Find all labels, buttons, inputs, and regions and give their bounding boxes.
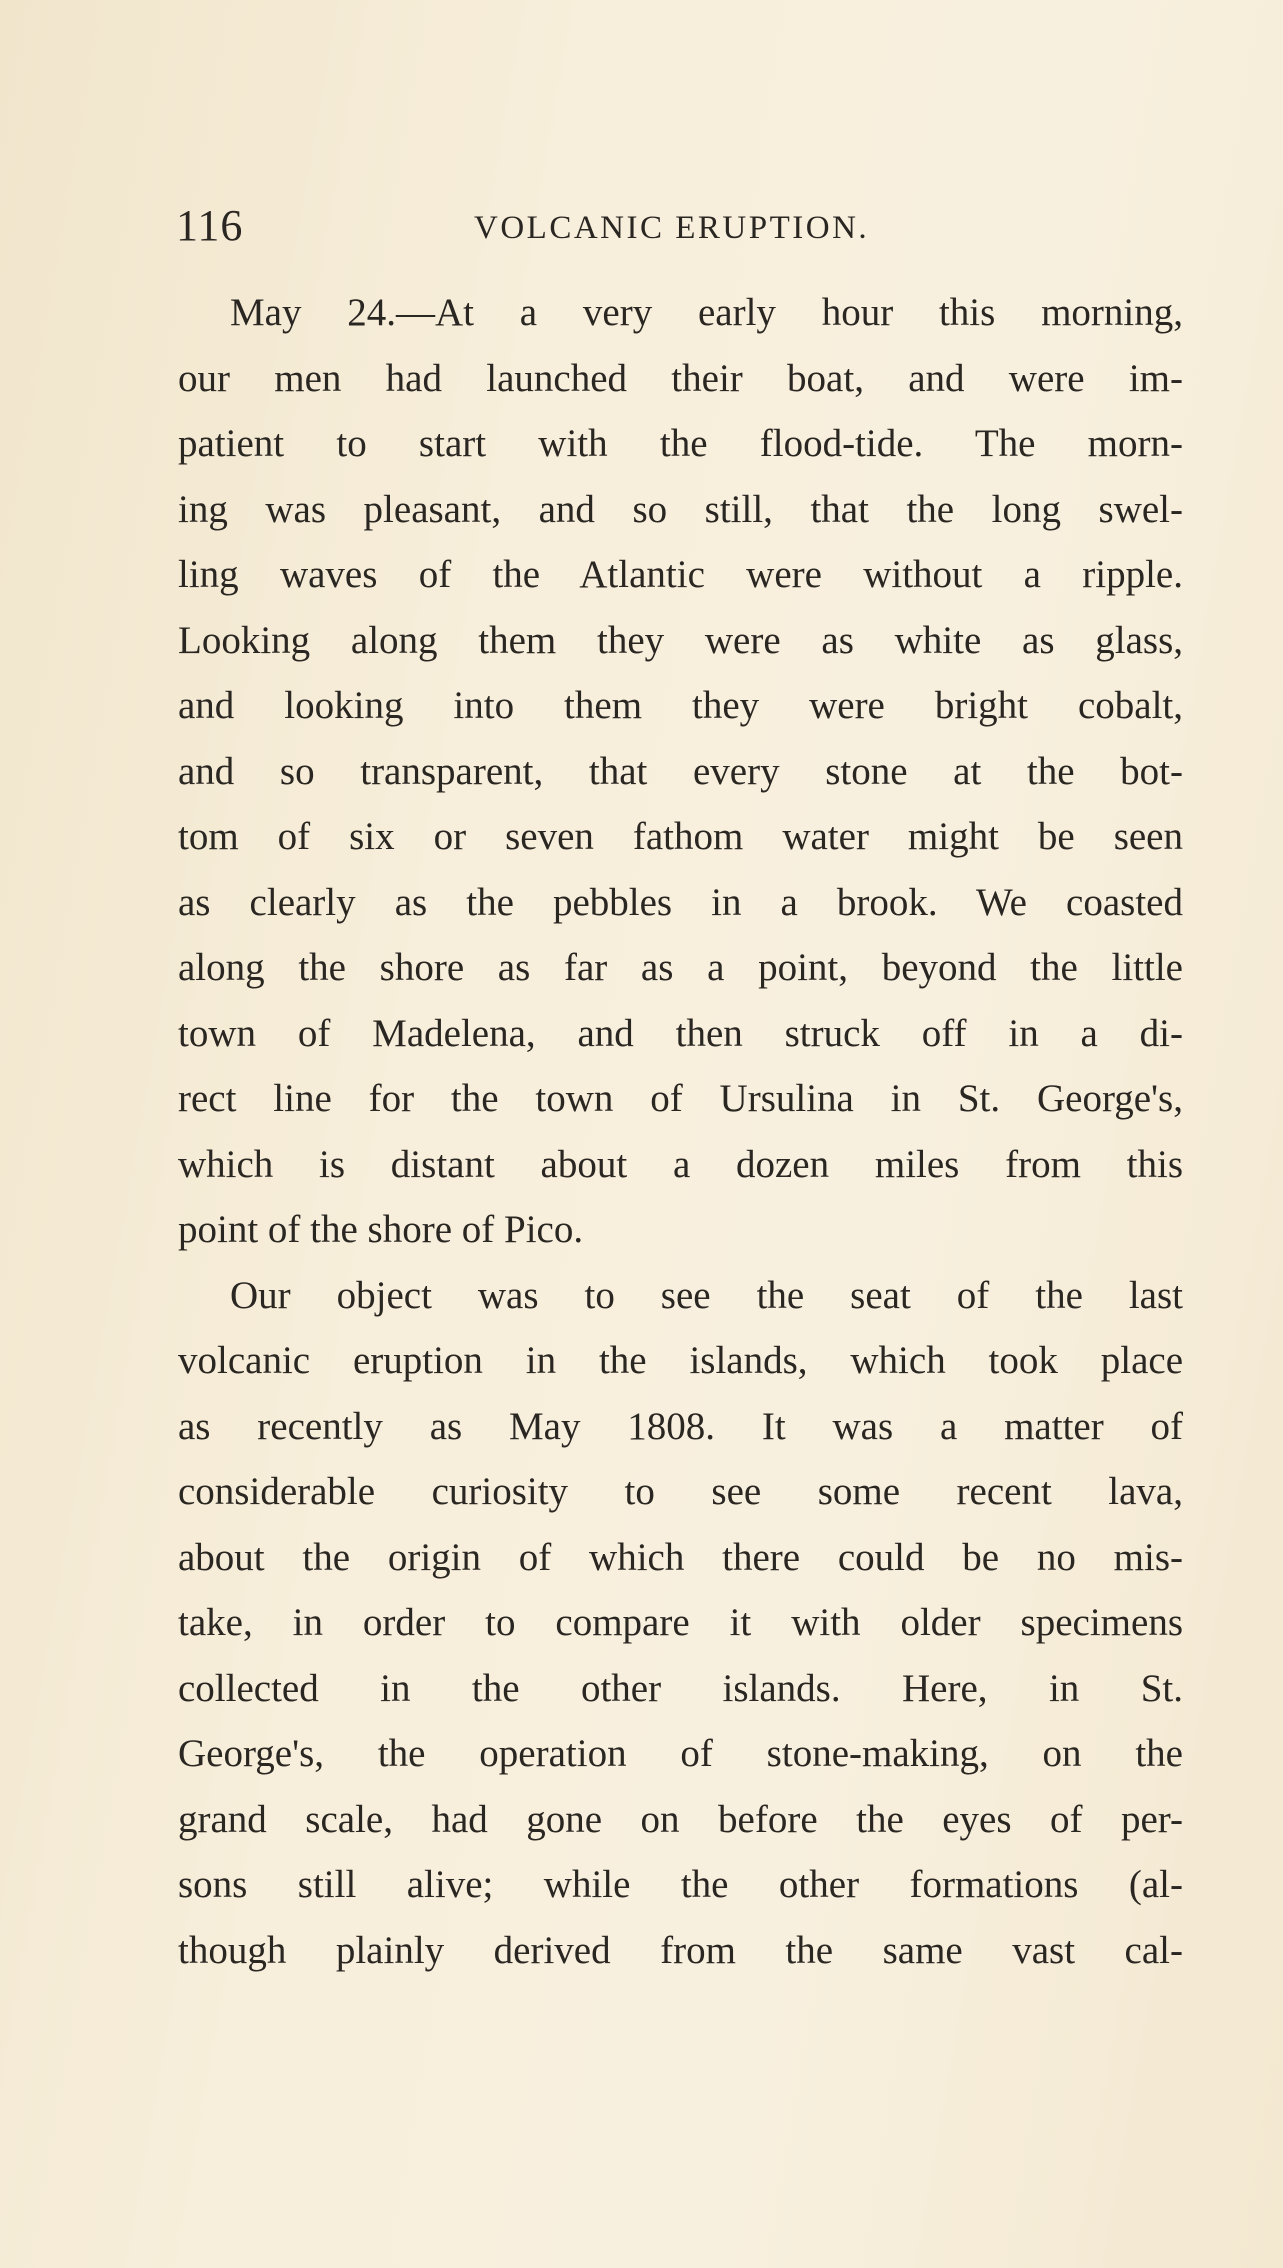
text-line: George's, the operation of stone-making, on the (178, 1732, 1183, 1775)
text-line: grand scale, had gone on before the eyes of per- (178, 1797, 1183, 1841)
text-line: rect line for the town of Ursulina in St. George's, (178, 1077, 1183, 1120)
text-line: as recently as May 1808. It was a matter of (178, 1404, 1183, 1448)
text-line: tom of six or seven fathom water might be seen (178, 815, 1183, 858)
text-line: which is distant about a dozen miles from this (178, 1142, 1183, 1186)
text-line: Looking along them they were as white as glass, (178, 618, 1183, 662)
text-line: considerable curiosity to see some recent lava, (178, 1470, 1183, 1513)
text-line: ing was pleasant, and so still, that the long swel- (178, 487, 1183, 531)
body-text (178, 280, 1183, 1983)
text-line: take, in order to compare it with older specimens (178, 1601, 1183, 1644)
text-line: patient to start with the flood-tide. The morn- (178, 422, 1183, 465)
text-line: our men had launched their boat, and were im- (178, 356, 1183, 400)
text-line: ling waves of the Atlantic were without a ripple. (178, 553, 1183, 596)
text-line: and so transparent, that every stone at the bot- (178, 749, 1183, 793)
text-line: sons still alive; while the other formations (al- (178, 1863, 1183, 1906)
paragraph-2 (178, 1263, 1183, 1984)
text-line: as clearly as the pebbles in a brook. We coasted (178, 880, 1183, 924)
text-line: collected in the other islands. Here, in St. (178, 1666, 1183, 1710)
text-line: and looking into them they were bright cobalt, (178, 684, 1183, 727)
paragraph-1 (178, 280, 1183, 1263)
text-line: May 24.—At a very early hour this morning, (230, 291, 1183, 334)
running-head (176, 196, 1184, 256)
page-number: 116 (176, 201, 244, 250)
text-line: town of Madelena, and then struck off in a di- (178, 1011, 1183, 1055)
text-line: volcanic eruption in the islands, which took place (178, 1339, 1183, 1382)
text-line: about the origin of which there could be no mis- (178, 1535, 1183, 1579)
text-line: Our object was to see the seat of the last (230, 1273, 1183, 1317)
running-title: VOLCANIC ERUPTION. (474, 210, 870, 246)
text-line: though plainly derived from the same vast cal- (178, 1928, 1183, 1972)
text-line: point of the shore of Pico. (178, 1208, 584, 1251)
text-line: along the shore as far as a point, beyond the little (178, 946, 1183, 989)
